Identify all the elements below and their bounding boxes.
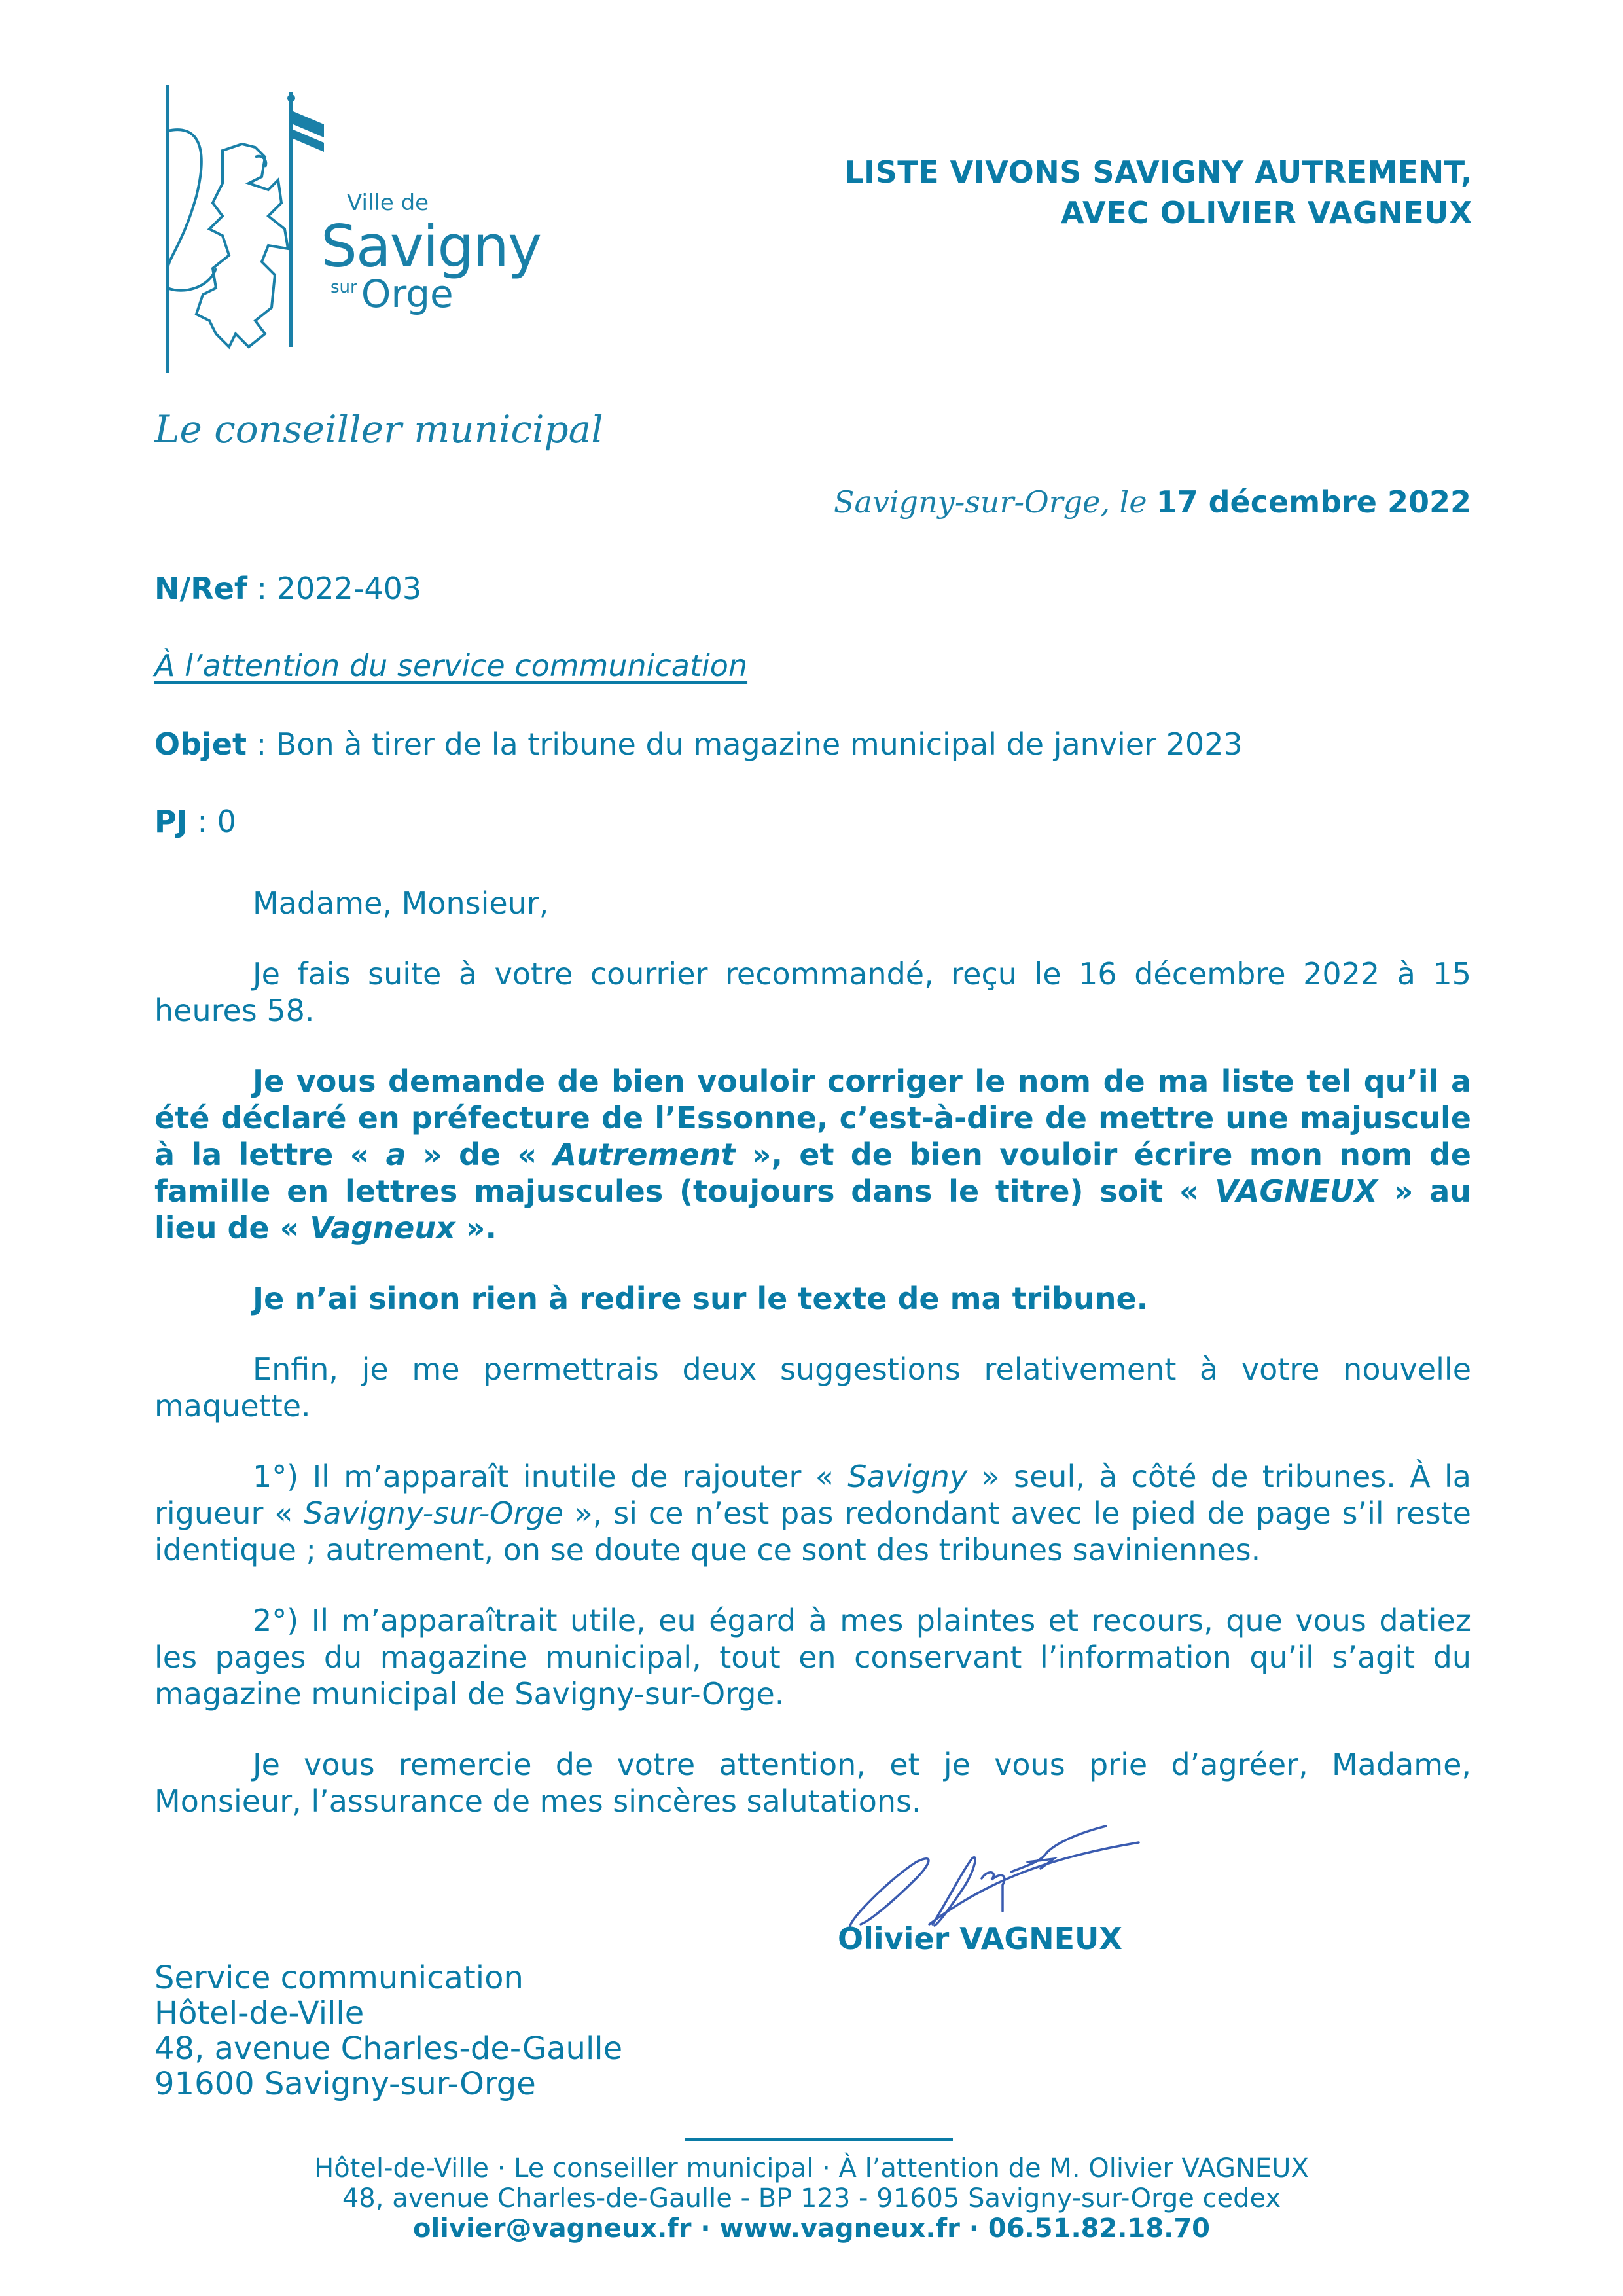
- logo-text-savigny: Savigny: [321, 213, 541, 280]
- list-name-line2: AVEC OLIVIER VAGNEUX: [1061, 195, 1472, 230]
- attention-line: À l’attention du service communication: [154, 648, 748, 683]
- recipient-line: Service communication: [154, 1960, 524, 1996]
- recipient-line: 91600 Savigny-sur-Orge: [154, 2066, 536, 2102]
- p5-text-c: », si ce n’est pas redondant avec le pied de page s’il reste identique ; autrement, on se doute que ce sont des tribunes saviniennes.: [154, 1496, 1471, 1568]
- list-name-header: [844, 152, 1472, 233]
- footer-line-2: 48, avenue Charles-de-Gaulle - BP 123 - 91605 Savigny-sur-Orge cedex: [342, 2183, 1281, 2214]
- paragraph-6: 2°) Il m’apparaîtrait utile, eu égard à mes plaintes et recours, que vous datiez les pages du magazine municipal, tout en conservant l’information qu’il s’agit du magazine municipal de Savigny-sur-Orge.: [154, 1603, 1471, 1712]
- p2-italic-vagneux: Vagneux: [310, 1210, 455, 1246]
- p5-text-a: 1°) Il m’apparaît inutile de rajouter «: [253, 1459, 848, 1494]
- salutation: Madame, Monsieur,: [253, 886, 549, 921]
- p2-text-b: » de «: [406, 1137, 554, 1172]
- paragraph-2: [154, 1063, 1471, 1246]
- letter-date: [834, 484, 1471, 520]
- attachments-line: [154, 804, 236, 839]
- flag-pole: [289, 92, 293, 347]
- p5-text-b: » seul, à côté de tribunes. À la rigueur «: [154, 1459, 1471, 1531]
- reference-line: [154, 571, 421, 606]
- attachments-value: : 0: [187, 804, 236, 839]
- object-value: : Bon à tirer de la tribune du magazine municipal de janvier 2023: [247, 726, 1243, 762]
- list-name-line1: LISTE VIVONS SAVIGNY AUTREMENT,: [844, 154, 1472, 190]
- attachments-label: PJ: [154, 804, 188, 839]
- p5-italic-savigny-sur-orge: Savigny-sur-Orge: [304, 1496, 563, 1531]
- logo-text-ville-de: Ville de: [347, 190, 429, 216]
- p2-text-d: » au lieu de «: [154, 1174, 1471, 1246]
- p2-text-a: Je vous demande de bien vouloir corriger le nom de ma liste tel qu’il a été déclaré en préfecture de l’Essonne, c’est-à-dire de mettre une majuscule à la lettre «: [154, 1064, 1471, 1172]
- p2-italic-a: a: [385, 1137, 406, 1172]
- reference-label: N/Ref: [154, 571, 247, 606]
- recipient-address: [154, 1960, 622, 2102]
- signer-name: Olivier VAGNEUX: [838, 1921, 1122, 1956]
- recipient-line: 48, avenue Charles-de-Gaulle: [154, 2030, 623, 2067]
- object-label: Objet: [154, 726, 247, 762]
- paragraph-4: Enfin, je me permettrais deux suggestions relativement à votre nouvelle maquette.: [154, 1352, 1471, 1424]
- p2-italic-autrement: Autrement: [553, 1137, 736, 1172]
- footer-divider: [685, 2138, 953, 2141]
- logo-text-sur: sur: [330, 278, 357, 297]
- logo-text-sur-orge: [330, 272, 454, 316]
- paragraph-7: Je vous remercie de votre attention, et je vous prie d’agréer, Madame, Monsieur, l’assurance de mes sincères salutations.: [154, 1747, 1471, 1819]
- page-footer: [157, 2153, 1466, 2244]
- p2-text-c: », et de bien vouloir écrire mon nom de famille en lettres majuscules (toujours dans le titre) soit «: [154, 1137, 1471, 1209]
- sender-role: Le conseiller municipal: [154, 407, 603, 452]
- logo-text-orge: Orge: [361, 272, 454, 316]
- paragraph-1: Je fais suite à votre courrier recommandé, reçu le 16 décembre 2022 à 15 heures 58.: [154, 956, 1471, 1028]
- footer-line-1: Hôtel-de-Ville · Le conseiller municipal · À l’attention de M. Olivier VAGNEUX: [314, 2153, 1309, 2183]
- p2-italic-vagneux-upper: VAGNEUX: [1215, 1174, 1378, 1209]
- p2-text-e: ».: [455, 1210, 497, 1246]
- footer-contact: olivier@vagneux.fr · www.vagneux.fr · 06.51.82.18.70: [412, 2214, 1211, 2244]
- p5-italic-savigny: Savigny: [847, 1459, 968, 1494]
- paragraph-3: Je n’ai sinon rien à redire sur le texte de ma tribune.: [253, 1281, 1149, 1316]
- recipient-line: Hôtel-de-Ville: [154, 1995, 365, 2032]
- date-day: 17 décembre 2022: [1156, 484, 1471, 520]
- object-line: [154, 726, 1243, 762]
- paragraph-5: [154, 1458, 1471, 1568]
- date-place: Savigny-sur-Orge, le: [834, 484, 1147, 520]
- handwritten-signature: [831, 1806, 1158, 1931]
- reference-value: : 2022-403: [247, 571, 422, 606]
- letter-body: [154, 885, 1471, 1820]
